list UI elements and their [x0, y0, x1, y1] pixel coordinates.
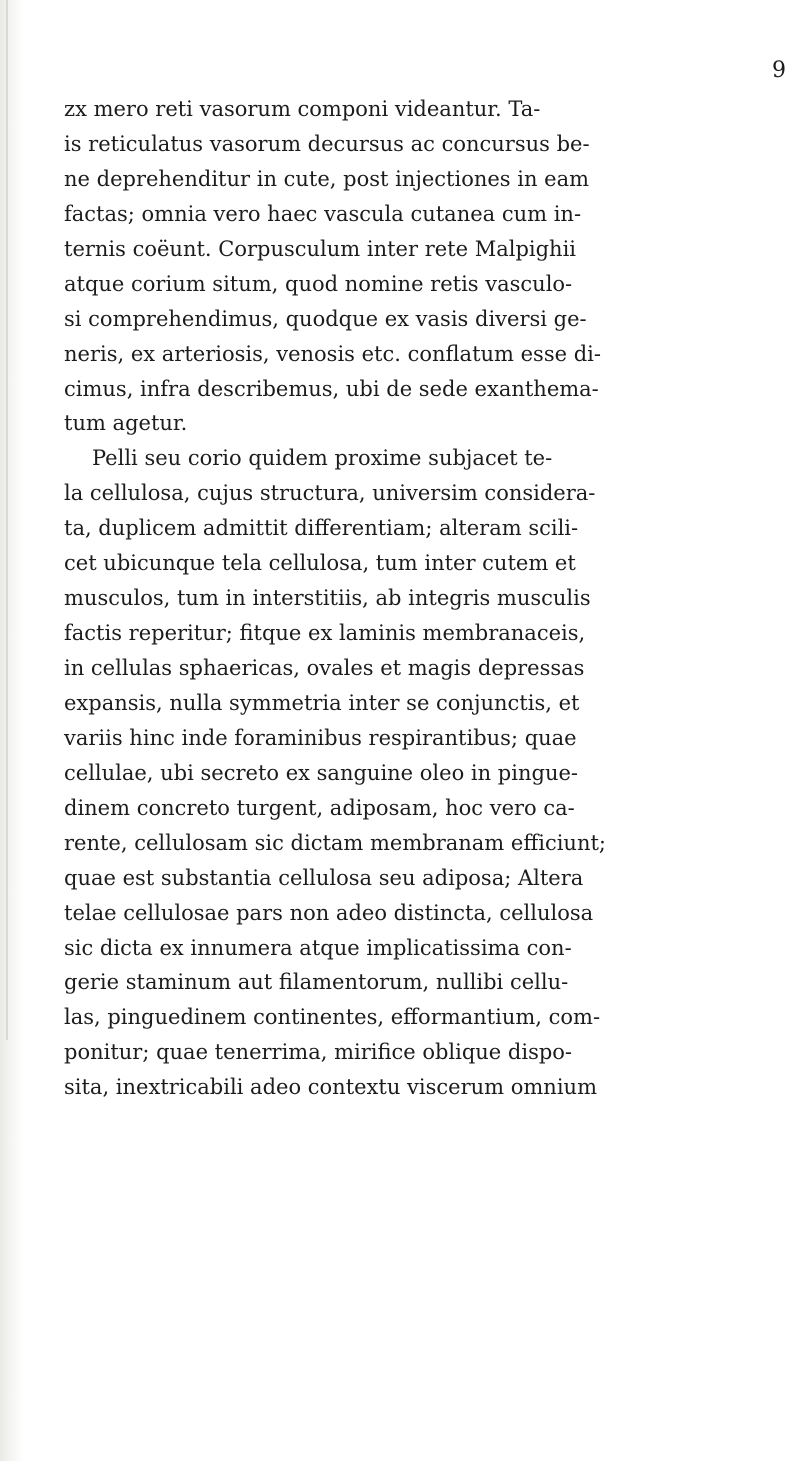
text-line-content: cellulae, ubi secreto ex sanguine oleo in pingue-	[64, 760, 578, 785]
text-line-content: atque corium situm, quod nomine retis vasculo-	[64, 271, 573, 296]
text-line-content: ta, duplicem admittit differentiam; alteram scili-	[64, 516, 579, 541]
text-line-content: la cellulosa, cujus structura, universim considera-	[64, 481, 596, 506]
text-line	[0, 721, 800, 756]
text-line	[0, 197, 800, 232]
text-line-content: gerie staminum aut filamentorum, nullibi cellu-	[64, 970, 569, 995]
text-line-content: quae est substantia cellulosa seu adiposa; Altera	[64, 865, 584, 890]
text-line	[0, 965, 800, 1000]
text-line-content: factis reperitur; fitque ex laminis membranaceis,	[64, 621, 586, 646]
text-line-content: si comprehendimus, quodque ex vasis diversi ge-	[64, 306, 587, 331]
text-line	[0, 302, 800, 337]
text-line-content: cet ubicunque tela cellulosa, tum inter cutem et	[64, 551, 576, 576]
text-line	[0, 1000, 800, 1035]
text-line-content: las, pinguedinem continentes, efformantium, com-	[64, 1005, 601, 1030]
text-line-content: sita, inextricabili adeo contextu viscerum omnium	[64, 1075, 597, 1100]
page-number: 9	[772, 58, 786, 83]
text-line-content: telae cellulosae pars non adeo distincta, cellulosa	[64, 900, 594, 925]
text-line	[0, 162, 800, 197]
text-line-content: ponitur; quae tenerrima, mirifice oblique dispo-	[64, 1040, 573, 1065]
text-line	[0, 686, 800, 721]
text-line	[0, 127, 800, 162]
text-line-content: rente, cellulosam sic dictam membranam efficiunt;	[64, 830, 606, 855]
text-line-content: is reticulatus vasorum decursus ac concursus be-	[64, 131, 590, 156]
text-line-content: expansis, nulla symmetria inter se conjunctis, et	[64, 690, 580, 715]
text-line	[0, 441, 800, 476]
text-line	[0, 651, 800, 686]
text-line-content: ternis coëunt. Corpusculum inter rete Malpighii	[64, 236, 577, 261]
text-line-content: variis hinc inde foraminibus respirantibus; quae	[64, 725, 577, 750]
text-line	[0, 92, 800, 127]
body-text	[0, 92, 800, 1452]
text-line	[0, 861, 800, 896]
text-line	[0, 372, 800, 407]
text-line	[0, 581, 800, 616]
text-line-content: sic dicta ex innumera atque implicatissima con-	[64, 935, 572, 960]
text-line	[0, 406, 800, 441]
text-line	[0, 232, 800, 267]
text-line	[0, 931, 800, 966]
text-line	[0, 267, 800, 302]
text-line	[0, 1035, 800, 1070]
text-line-content: zx mero reti vasorum componi videantur. Ta-	[64, 97, 541, 121]
text-line	[0, 476, 800, 511]
text-line-content: tum agetur.	[64, 411, 188, 436]
text-line	[0, 791, 800, 826]
text-line-content: dinem concreto turgent, adiposam, hoc vero ca-	[64, 795, 575, 820]
text-line	[0, 616, 800, 651]
text-line	[0, 826, 800, 861]
text-line-content: ne deprehenditur in cute, post injectiones in eam	[64, 166, 590, 191]
text-line	[0, 337, 800, 372]
text-line-content: cimus, infra describemus, ubi de sede exanthema-	[64, 376, 599, 401]
text-line	[0, 546, 800, 581]
text-line	[0, 756, 800, 791]
text-line	[0, 1070, 800, 1105]
text-line	[0, 511, 800, 546]
text-line-content: musculos, tum in interstitiis, ab integris musculis	[64, 586, 591, 611]
text-line	[0, 896, 800, 931]
text-line-content: in cellulas sphaericas, ovales et magis depressas	[64, 656, 585, 680]
text-line-content: Pelli seu corio quidem proxime subjacet te-	[92, 446, 553, 471]
text-line-content: neris, ex arteriosis, venosis etc. conflatum esse di-	[64, 341, 601, 366]
text-line-content: factas; omnia vero haec vascula cutanea cum in-	[64, 201, 582, 226]
